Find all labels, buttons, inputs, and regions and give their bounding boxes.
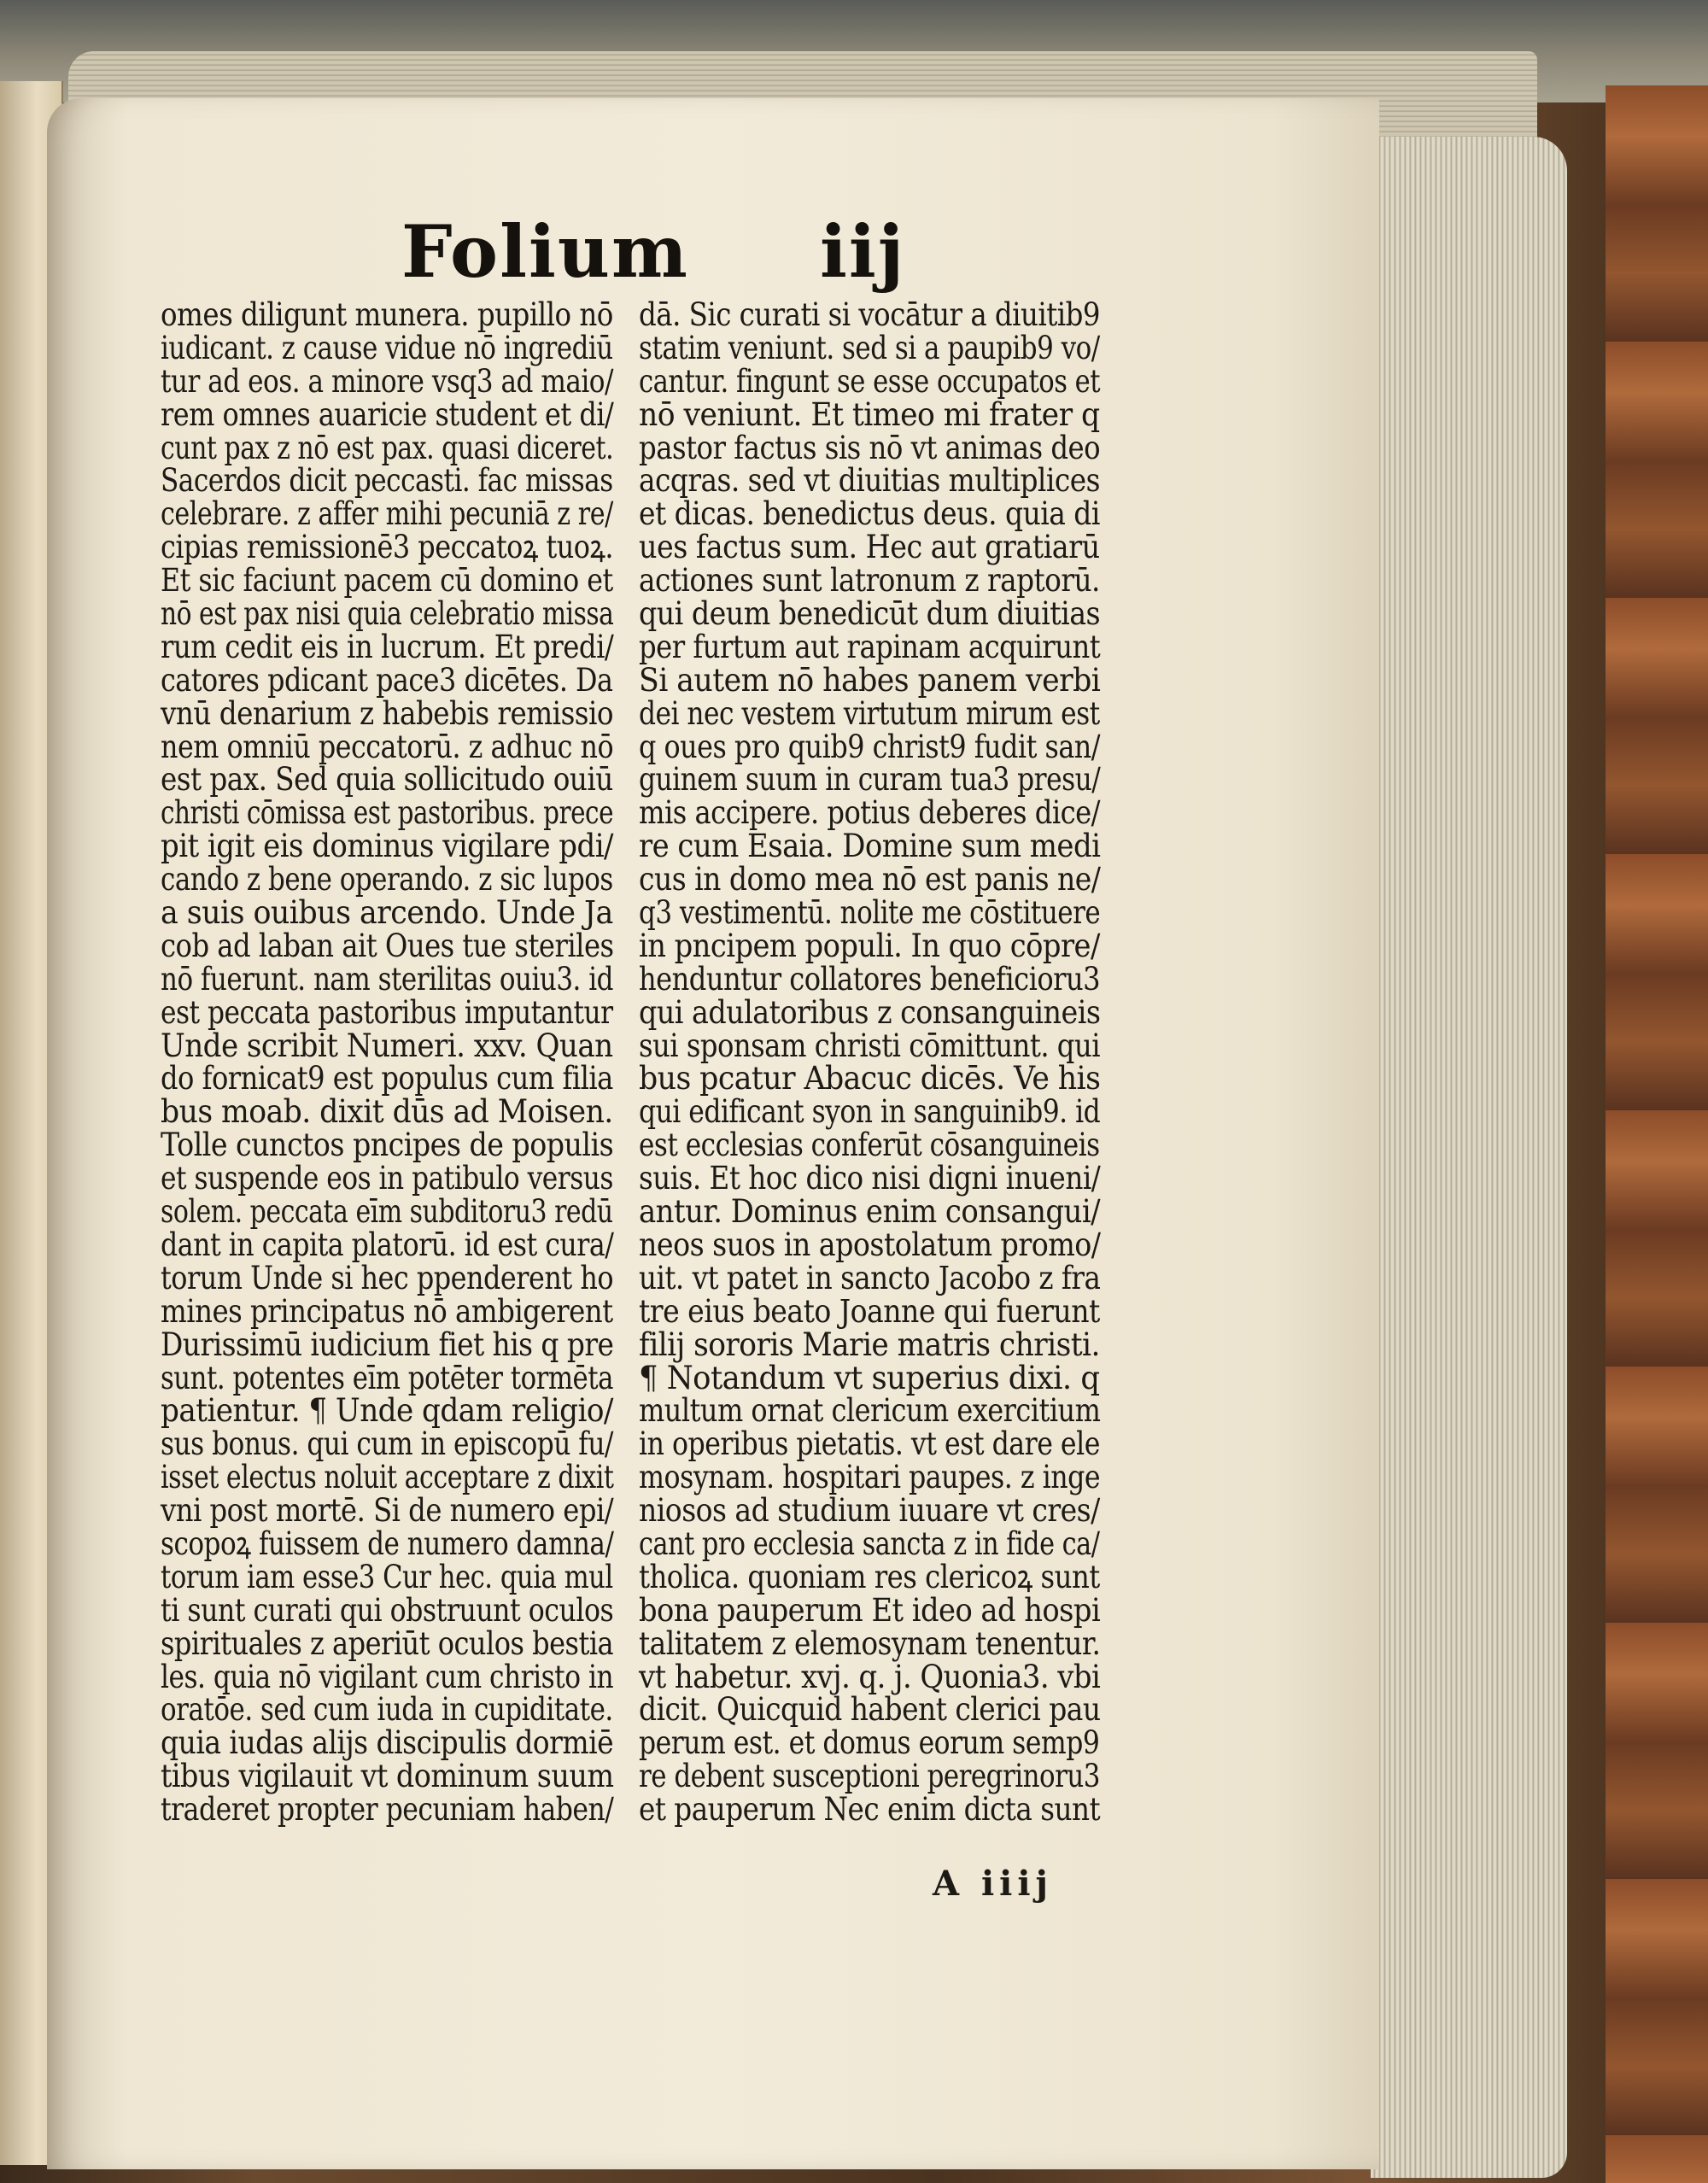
text-line: cando z bene operando. z sic lupos bbox=[161, 861, 613, 898]
text-line: sunt. potentes eīm potēter tormēta bbox=[161, 1359, 613, 1396]
text-line: suis. Et hoc dico nisi digni inueni/ bbox=[639, 1160, 1101, 1197]
text-line: do fornicat9 est populus cum filia bbox=[161, 1060, 613, 1097]
text-line: iudicant. z cause vidue nō ingrediū bbox=[161, 329, 613, 366]
text-line: ¶ Notandum vt superius dixi. q bbox=[639, 1359, 1100, 1396]
text-line: mosynam. hospitari paupes. z inge bbox=[639, 1459, 1101, 1496]
text-line: vnū denarium z habebis remissio bbox=[161, 694, 614, 732]
text-line: Tolle cunctos pncipes de populis bbox=[161, 1127, 614, 1164]
text-line: qui adulatoribus z consanguineis bbox=[639, 993, 1101, 1031]
text-line: est pax. Sed quia sollicitudo ouiū bbox=[161, 761, 613, 799]
text-line: est ecclesias conferūt cōsanguineis bbox=[639, 1127, 1100, 1164]
text-line: tibus vigilauit vt dominum suum bbox=[161, 1758, 614, 1795]
text-line: les. quia nō vigilant cum christo in bbox=[161, 1658, 614, 1695]
text-line: quia iudas alijs discipulis dormiē bbox=[161, 1724, 614, 1762]
text-line: in operibus pietatis. vt est dare ele bbox=[639, 1425, 1100, 1463]
left-text-column bbox=[161, 296, 622, 1829]
running-head-title: Folium bbox=[401, 209, 689, 294]
text-line: qui edificant syon in sanguinib9. id bbox=[639, 1093, 1101, 1131]
text-line: sui sponsam christi cōmittunt. qui bbox=[639, 1027, 1100, 1064]
book-cover-edge bbox=[1606, 85, 1708, 2183]
text-line: dant in capita platorū. id est cura/ bbox=[161, 1226, 614, 1263]
text-line: in pncipem populi. In quo cōpre/ bbox=[639, 927, 1100, 964]
text-line: nō fuerunt. nam sterilitas ouiu3. id bbox=[161, 960, 613, 998]
text-line: perum est. et domus eorum semp9 bbox=[639, 1724, 1100, 1762]
text-line: celebrare. z affer mihi pecuniā z re/ bbox=[161, 495, 613, 533]
text-line: Et sic faciunt pacem cū domino et bbox=[161, 562, 613, 600]
text-line: Durissimū iudicium fiet his q pre bbox=[161, 1326, 614, 1363]
text-line: dicit. Quicquid habent clerici pau bbox=[639, 1691, 1101, 1729]
text-line: re debent susceptioni peregrinoru3 bbox=[639, 1758, 1100, 1795]
text-line: multum ornat clericum exercitium bbox=[639, 1392, 1101, 1430]
text-line: est peccata pastoribus imputantur bbox=[161, 993, 613, 1031]
text-line: cunt pax z nō est pax. quasi diceret. bbox=[161, 429, 614, 466]
text-line: torum Unde si hec ppenderent ho bbox=[161, 1259, 614, 1296]
text-line: scopoꝝ fuissem de numero damna/ bbox=[161, 1525, 614, 1562]
text-line: et dicas. benedictus deus. quia di bbox=[639, 495, 1100, 533]
text-line: oratōe. sed cum iuda in cupiditate. bbox=[161, 1691, 613, 1729]
text-line: sus bonus. qui cum in episcopū fu/ bbox=[161, 1425, 613, 1463]
text-line: talitatem z elemosynam tenentur. bbox=[639, 1624, 1101, 1662]
text-line: omes diligunt munera. pupillo nō bbox=[161, 296, 613, 333]
text-line: rum cedit eis in lucrum. Et predi/ bbox=[161, 628, 614, 665]
text-line: guinem suum in curam tua3 presu/ bbox=[639, 761, 1101, 799]
text-line: tholica. quoniam res clericoꝝ sunt bbox=[639, 1558, 1100, 1595]
text-line: catores pdicant pace3 dicētes. Da bbox=[161, 661, 613, 699]
text-line: bus moab. dixit dūs ad Moisen. bbox=[161, 1093, 613, 1131]
text-line: uit. vt patet in sancto Jacobo z fra bbox=[639, 1259, 1101, 1296]
text-line: q oues pro quib9 christ9 fudit san/ bbox=[639, 728, 1101, 765]
text-line: vni post mortē. Si de numero epi/ bbox=[161, 1492, 614, 1530]
text-line: patientur. ¶ Unde qdam religio/ bbox=[161, 1392, 613, 1430]
text-line: rem omnes auaricie student et di/ bbox=[161, 395, 614, 433]
text-line: henduntur collatores beneficioru3 bbox=[639, 960, 1101, 998]
text-line: isset electus noluit acceptare z dixit bbox=[161, 1459, 614, 1496]
text-line: ti sunt curati qui obstruunt oculos bbox=[161, 1591, 614, 1629]
text-line: filij sororis Marie matris christi. bbox=[639, 1326, 1100, 1363]
text-line: et suspende eos in patibulo versus bbox=[161, 1160, 613, 1197]
text-line: nō est pax nisi quia celebratio missa bbox=[161, 595, 614, 633]
text-line: cob ad laban ait Oues tue steriles bbox=[161, 927, 614, 964]
signature-mark: A iiij bbox=[933, 1864, 1054, 1904]
text-line: nem omniū peccatorū. z adhuc nō bbox=[161, 728, 614, 765]
text-line: christi cōmissa est pastoribus. prece bbox=[161, 794, 614, 832]
text-line: cus in domo mea nō est panis ne/ bbox=[639, 861, 1101, 898]
text-line: cantur. fingunt se esse occupatos et bbox=[639, 362, 1101, 400]
text-line: a suis ouibus arcendo. Unde Ja bbox=[161, 894, 613, 932]
text-line: neos suos in apostolatum promo/ bbox=[639, 1226, 1101, 1263]
text-line: bona pauperum Et ideo ad hospi bbox=[639, 1591, 1101, 1629]
text-line: dā. Sic curati si vocātur a diuitib9 bbox=[639, 296, 1100, 333]
text-line: bus pcatur Abacuc dicēs. Ve his bbox=[639, 1060, 1101, 1097]
page-block-fore-edge bbox=[1371, 137, 1567, 2178]
text-line: antur. Dominus enim consangui/ bbox=[639, 1193, 1101, 1231]
text-line: acqras. sed vt diuitias multiplices bbox=[639, 462, 1100, 500]
text-line: solem. peccata eīm subditoru3 redū bbox=[161, 1193, 613, 1231]
text-line: qui deum benedicūt dum diuitias bbox=[639, 595, 1101, 633]
text-line: niosos ad studium iuuare vt cres/ bbox=[639, 1492, 1100, 1530]
text-line: cipias remissionē3 peccatoꝝ tuoꝝ. bbox=[161, 529, 614, 566]
text-line: q3 vestimentū. nolite me cōstituere bbox=[639, 894, 1101, 932]
text-line: torum iam esse3 Cur hec. quia mul bbox=[161, 1558, 613, 1595]
text-line: tre eius beato Joanne qui fuerunt bbox=[639, 1292, 1100, 1330]
text-line: Unde scribit Numeri. xxv. Quan bbox=[161, 1027, 613, 1064]
text-line: nō veniunt. Et timeo mi frater q bbox=[639, 395, 1100, 433]
text-line: traderet propter pecuniam haben/ bbox=[161, 1791, 614, 1829]
text-line: dei nec vestem virtutum mirum est bbox=[639, 694, 1100, 732]
text-line: re cum Esaia. Domine sum medi bbox=[639, 828, 1101, 865]
text-line: mines principatus nō ambigerent bbox=[161, 1292, 613, 1330]
text-line: spirituales z aperiūt oculos bestia bbox=[161, 1624, 614, 1662]
text-line: et pauperum Nec enim dicta sunt bbox=[639, 1791, 1101, 1829]
text-line: mis accipere. potius deberes dice/ bbox=[639, 794, 1100, 832]
text-line: Sacerdos dicit peccasti. fac missas bbox=[161, 462, 613, 500]
text-line: Si autem nō habes panem verbi bbox=[639, 661, 1101, 699]
text-line: vt habetur. xvj. q. j. Quonia3. vbi bbox=[639, 1658, 1101, 1695]
text-line: pit igit eis dominus vigilare pdi/ bbox=[161, 828, 613, 865]
text-line: tur ad eos. a minore vsq3 ad maio/ bbox=[161, 362, 614, 400]
text-line: cant pro ecclesia sancta z in fide ca/ bbox=[639, 1525, 1100, 1562]
folio-number: iij bbox=[820, 209, 906, 294]
text-line: actiones sunt latronum z raptorū. bbox=[639, 562, 1100, 600]
text-line: ues factus sum. Hec aut gratiarū bbox=[639, 529, 1100, 566]
text-line: per furtum aut rapinam acquirunt bbox=[639, 628, 1101, 665]
text-line: statim veniunt. sed si a paupib9 vo/ bbox=[639, 329, 1100, 366]
right-text-column bbox=[639, 296, 1107, 1829]
text-line: pastor factus sis nō vt animas deo bbox=[639, 429, 1101, 466]
